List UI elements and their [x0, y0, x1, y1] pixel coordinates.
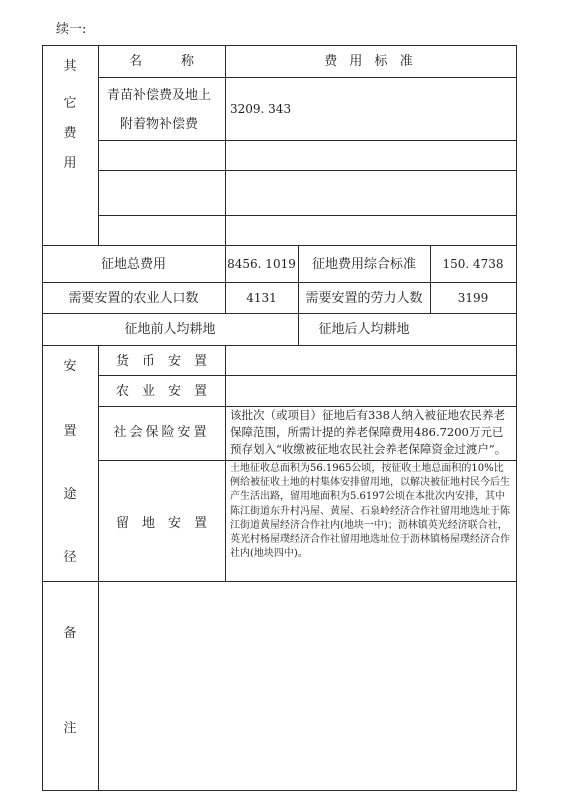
social-insurance-resettlement-label: 社会保险安置 — [113, 425, 210, 440]
side-char: 径 — [63, 550, 77, 565]
land-retention-resettlement-label: 留 地 安 置 — [115, 516, 207, 531]
total-cost-value: 8456. 1019 — [227, 257, 296, 271]
side-char: 途 — [63, 487, 77, 502]
labor-count-label: 需要安置的劳力人数 — [305, 291, 423, 306]
column-header-name: 名 称 — [128, 54, 194, 69]
composite-standard-value: 150. 4738 — [442, 257, 504, 271]
labor-count-value: 3199 — [457, 291, 489, 305]
currency-resettlement-label: 货 币 安 置 — [115, 354, 207, 369]
land-retention-text: 土地征收总面积为56.1965公顷，按征收土地总面积的10%比例给被征收土地的村集体安排留用地，以解决被征地村民今后生产生活出路，留用地面积为5.6197公顷在本批次内安排，其中陈江街道东升村冯屋、黄屋、石泉岭经济合作社留用地选址于陈江街道黄屋经济合作社内(地块一中)；沥林镇英光经济联合社，英光村杨屋璞经济合作社留用地选址位于沥林镇杨屋璞经济合作社内(地块四中)。 — [230, 463, 510, 560]
side-char: 其 — [63, 59, 77, 74]
side-char: 它 — [63, 96, 77, 111]
fee-item-value: 3209. 343 — [230, 102, 292, 116]
farm-population-label: 需要安置的农业人口数 — [68, 291, 199, 306]
total-cost-label: 征地总费用 — [100, 257, 166, 272]
fee-item-name-line2: 附着物补偿费 — [120, 117, 199, 132]
side-char: 置 — [63, 424, 77, 439]
social-insurance-text: 该批次（或项目）征地后有338人纳入被征地农民养老保障范围，所需计提的养老保障费用486.7200万元已预存划入“收缴被征地农民社会养老保障资金过渡户”。 — [230, 408, 507, 456]
side-char: 费 — [63, 126, 77, 141]
side-char: 注 — [63, 721, 77, 736]
farmland-after-label: 征地后人均耕地 — [318, 322, 410, 337]
composite-standard-label: 征地费用综合标准 — [311, 257, 416, 272]
farm-population-value: 4131 — [246, 291, 277, 305]
side-char: 安 — [63, 359, 77, 374]
side-char: 用 — [63, 156, 77, 171]
page-header: 续一: — [56, 22, 87, 37]
farmland-before-label: 征地前人均耕地 — [124, 322, 216, 337]
column-header-standard: 费 用 标 准 — [324, 54, 417, 69]
fee-item-name-line1: 青苗补偿费及地上 — [107, 88, 212, 103]
agricultural-resettlement-label: 农 业 安 置 — [115, 384, 207, 399]
side-char: 备 — [63, 626, 77, 641]
